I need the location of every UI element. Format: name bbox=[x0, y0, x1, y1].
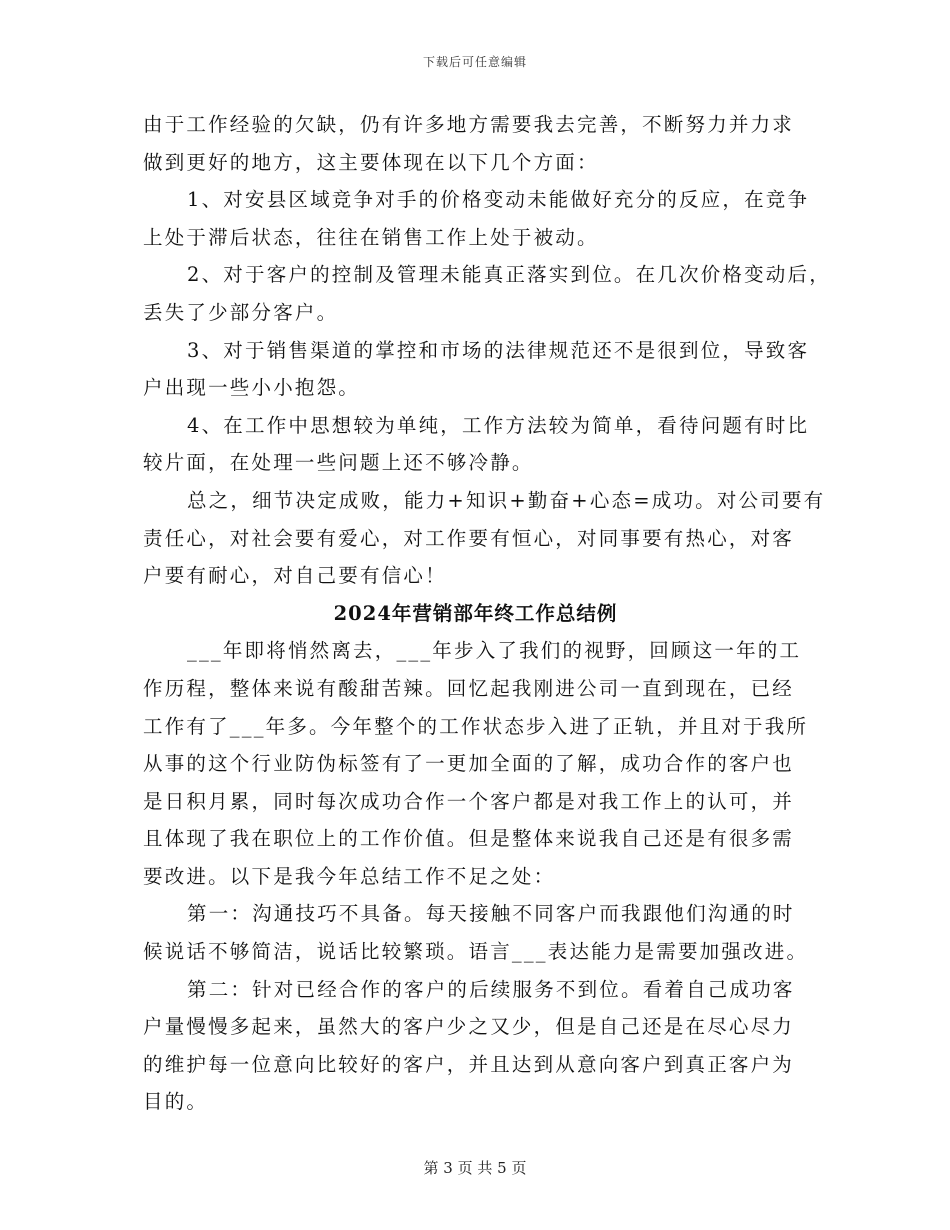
text-line: 3、对于销售渠道的掌控和市场的法律规范还不是很到位，导致客 bbox=[187, 338, 810, 362]
text-line: 由于工作经验的欠缺，仍有许多地方需要我去完善，不断努力并力求 bbox=[143, 113, 795, 136]
text-line: 责任心，对社会要有爱心，对工作要有恒心，对同事要有热心，对客 bbox=[143, 526, 795, 550]
text-line: 做到更好的地方，这主要体现在以下几个方面： bbox=[143, 150, 599, 174]
page-number: 第 3 页 共 5 页 bbox=[423, 1159, 527, 1177]
text-line: 户要有耐心，对自己要有信心！ bbox=[143, 564, 447, 588]
text-line: 目的。 bbox=[143, 1090, 209, 1114]
text-line: 丢失了少部分客户。 bbox=[143, 300, 339, 324]
text-line: 工作有了___年多。今年整个的工作状态步入进了正轨，并且对于我所 bbox=[143, 714, 809, 738]
text-line: 1、对安县区域竞争对手的价格变动未能做好充分的反应，在竞争 bbox=[187, 188, 810, 212]
text-line: 户出现一些小小抱怨。 bbox=[143, 376, 361, 400]
text-line: 且体现了我在职位上的工作价值。但是整体来说我自己还是有很多需 bbox=[143, 827, 795, 851]
text-line: 总之，细节决定成败，能力+知识+勤奋+心态=成功。对公司要有 bbox=[187, 488, 826, 512]
text-line: 户量慢慢多起来，虽然大的客户少之又少，但是自己还是在尽心尽力 bbox=[143, 1015, 795, 1039]
text-line: 是日积月累，同时每次成功合作一个客户都是对我工作上的认可，并 bbox=[143, 789, 795, 813]
text-line: 2、对于客户的控制及管理未能真正落实到位。在几次价格变动后， bbox=[187, 263, 831, 287]
text-line: 4、在工作中思想较为单纯，工作方法较为简单，看待问题有时比 bbox=[187, 413, 810, 437]
text-line: 要改进。以下是我今年总结工作不足之处： bbox=[143, 864, 556, 888]
text-line: 较片面，在处理一些问题上还不够冷静。 bbox=[143, 451, 534, 475]
text-line: 第一：沟通技巧不具备。每天接触不同客户而我跟他们沟通的时 bbox=[187, 902, 795, 926]
text-line: ___年即将悄然离去，___年步入了我们的视野，回顾这一年的工 bbox=[187, 639, 802, 663]
text-line: 候说话不够简洁，说话比较繁琐。语言___表达能力是需要加强改进。 bbox=[143, 940, 809, 964]
text-line: 上处于滞后状态，往往在销售工作上处于被动。 bbox=[143, 225, 599, 249]
text-line: 从事的这个行业防伪标签有了一更加全面的了解，成功合作的客户也 bbox=[143, 752, 795, 776]
document-body bbox=[143, 106, 831, 1121]
text-line: 的维护每一位意向比较好的客户，并且达到从意向客户到真正客户为 bbox=[143, 1052, 795, 1076]
header-note: 下载后可任意编辑 bbox=[422, 55, 527, 69]
section-title: 2024年营销部年终工作总结例 bbox=[333, 601, 618, 625]
text-line: 作历程，整体来说有酸甜苦辣。回忆起我刚进公司一直到现在，已经 bbox=[143, 676, 795, 700]
text-line: 第二：针对已经合作的客户的后续服务不到位。看着自己成功客 bbox=[187, 977, 795, 1001]
